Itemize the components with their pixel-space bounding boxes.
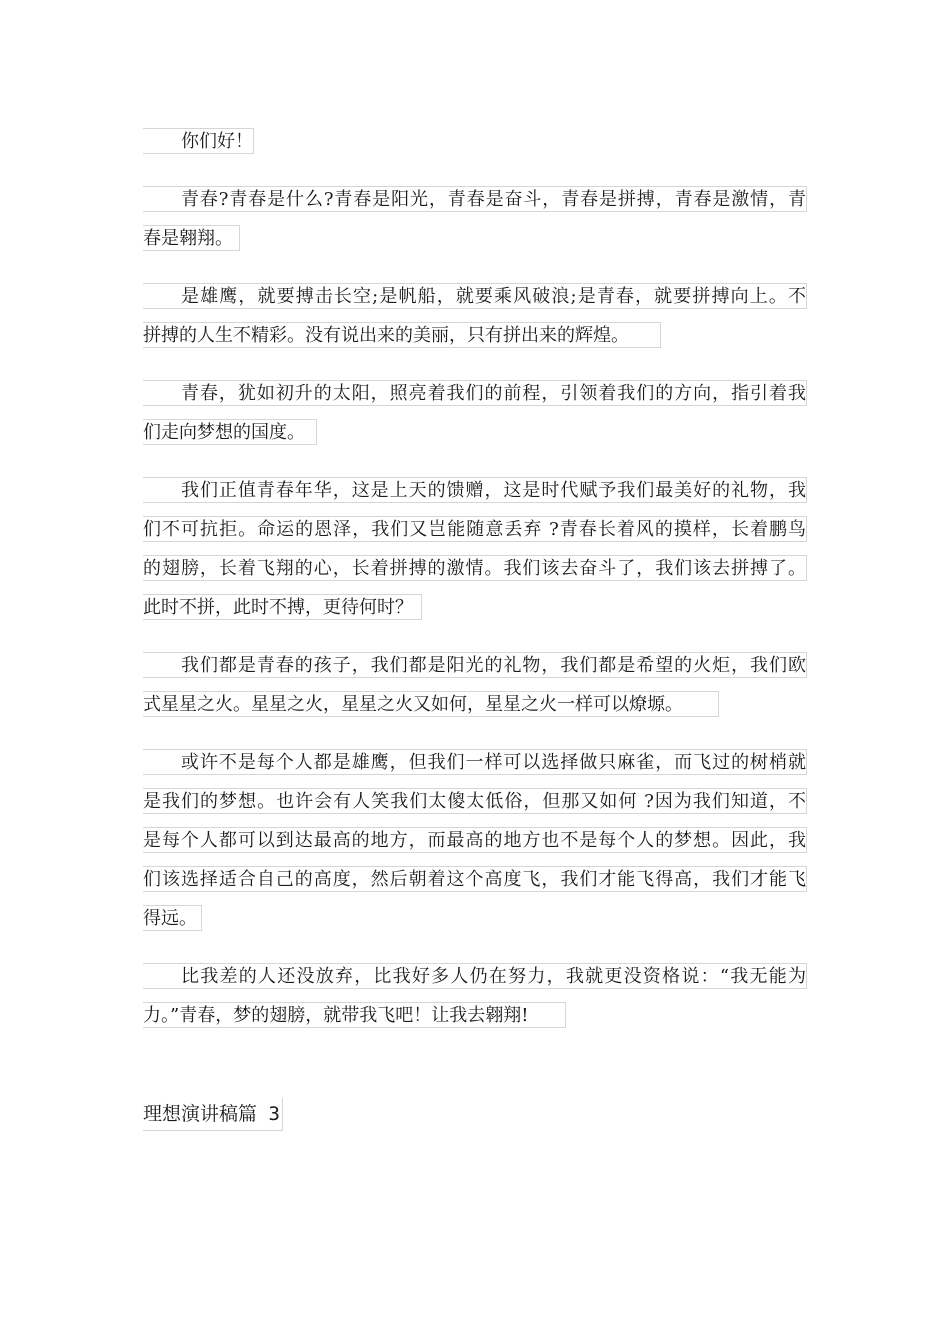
paragraph-3-line-1: 青春，犹如初升的太阳，照亮着我们的前程，引领着我们的方向，指引着我 xyxy=(143,380,807,406)
paragraph-4-line-2: 们不可抗拒。命运的恩泽，我们又岂能随意丢弃 ?青春长着风的摸样，长着鹏鸟 xyxy=(143,516,807,542)
paragraph-1-line-1: 青春?青春是什么?青春是阳光，青春是奋斗，青春是拼搏，青春是激情，青 xyxy=(143,186,807,212)
paragraph-4-line-4: 此时不拼，此时不搏，更待何时？ xyxy=(143,594,422,620)
paragraph-4-line-1: 我们正值青春年华，这是上天的馈赠，这是时代赋予我们最美好的礼物，我 xyxy=(143,477,807,503)
paragraph-1-line-2: 春是翱翔。 xyxy=(143,225,240,251)
paragraph-7-line-1: 比我差的人还没放弃，比我好多人仍在努力，我就更没资格说：“我无能为 xyxy=(143,963,807,989)
paragraph-2-line-1: 是雄鹰，就要搏击长空;是帆船，就要乘风破浪;是青春，就要拼搏向上。不 xyxy=(143,283,807,309)
paragraph-3-line-2: 们走向梦想的国度。 xyxy=(143,419,317,445)
paragraph-7-line-2: 力。”青春，梦的翅膀，就带我飞吧！让我去翱翔! xyxy=(143,1002,566,1028)
paragraph-6-line-4: 们该选择适合自己的高度，然后朝着这个高度飞，我们才能飞得高，我们才能飞 xyxy=(143,866,807,892)
paragraph-6-line-1: 或许不是每个人都是雄鹰，但我们一样可以选择做只麻雀，而飞过的树梢就 xyxy=(143,749,807,775)
paragraph-4-line-3: 的翅膀，长着飞翔的心，长着拼搏的激情。我们该去奋斗了，我们该去拼搏了。 xyxy=(143,555,807,581)
greeting-line: 你们好！ xyxy=(143,128,254,154)
paragraph-5-line-1: 我们都是青春的孩子，我们都是阳光的礼物，我们都是希望的火炬，我们欧 xyxy=(143,652,807,678)
paragraph-6-line-5: 得远。 xyxy=(143,905,202,931)
paragraph-6-line-2: 是我们的梦想。也许会有人笑我们太傻太低俗，但那又如何 ?因为我们知道，不 xyxy=(143,788,807,814)
paragraph-6-line-3: 是每个人都可以到达最高的地方，而最高的地方也不是每个人的梦想。因此，我 xyxy=(143,827,807,853)
section-heading: 理想演讲稿篇 3 xyxy=(143,1098,283,1131)
paragraph-5-line-2: 式星星之火。星星之火，星星之火又如何，星星之火一样可以燎塬。 xyxy=(143,691,719,717)
paragraph-2-line-2: 拼搏的人生不精彩。没有说出来的美丽，只有拼出来的辉煌。 xyxy=(143,322,661,348)
